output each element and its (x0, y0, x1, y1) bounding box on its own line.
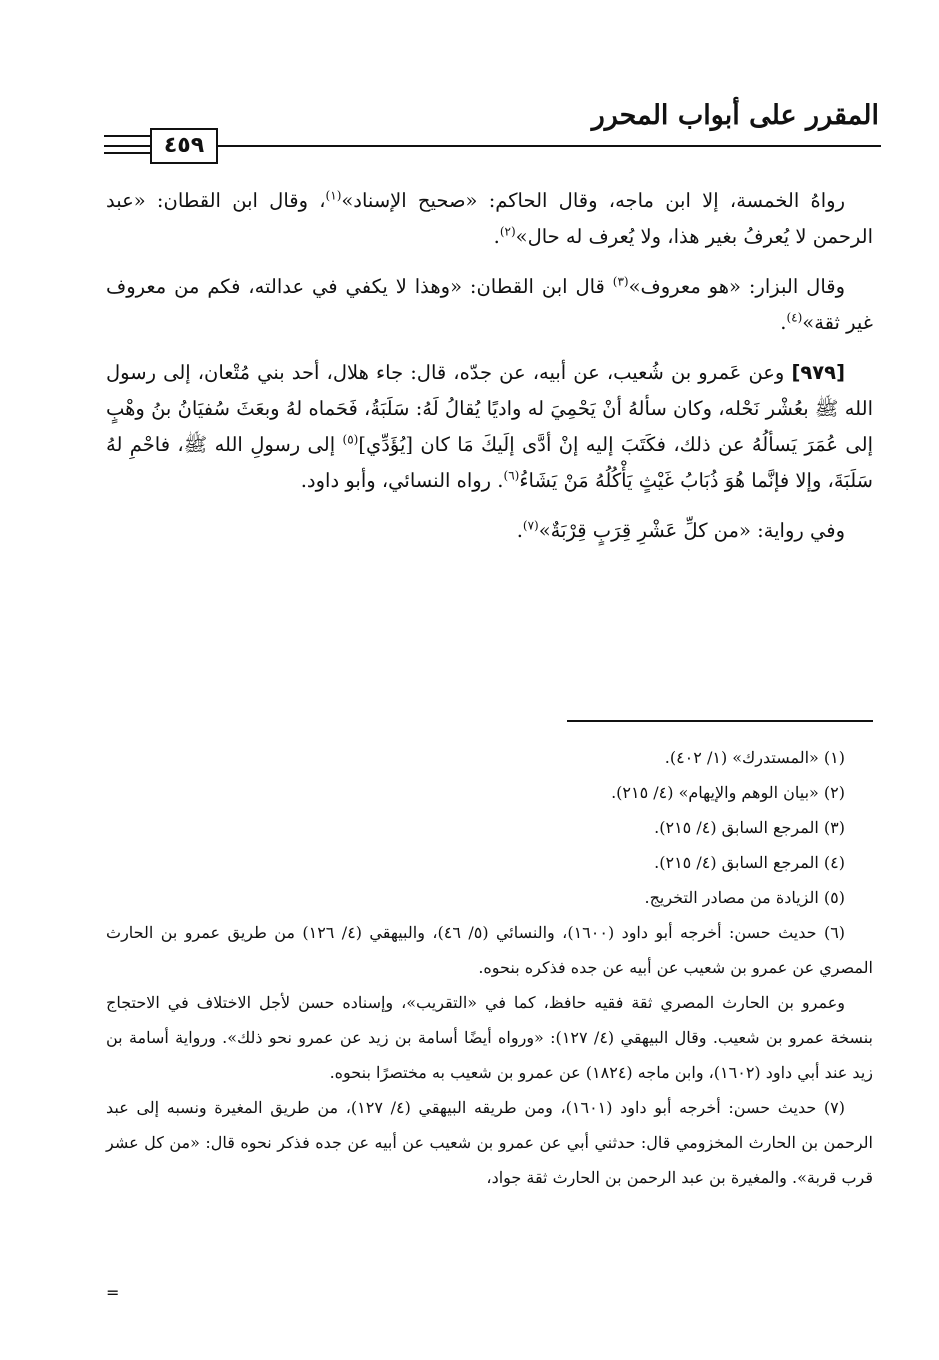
footnote-separator (567, 720, 873, 722)
text-span: . (493, 225, 500, 248)
paragraph-riwaya (106, 513, 873, 549)
footnotes (106, 740, 873, 1195)
footnote-ref-5[interactable]: (٥) (342, 432, 359, 447)
footnote-6-continued: وعمرو بن الحارث المصري ثقة فقيه حافظ، كما في «التقريب»، وإسناده حسن لأجل الاختلاف في الاحتجاج بنسخة عمرو بن شعيب. وقال البيهقي (٤/ ١٢٧): «ورواه أيضًا أسامة بن زيد عن عمرو نحو ذلك». ورواية أسامة بن زيد عند أبي داود (١٦٠٢)، وابن ماجه (١٨٢٤) عن عمرو بن شعيب به مختصرًا بنحوه. (106, 993, 874, 1082)
text-span: ، وقال ابن القطان: «عبد الرحمن لا يُعرفُ بغير هذا، ولا يُعرف له حال» (106, 189, 873, 248)
footnote-7: (٧) حديث حسن: أخرجه أبو داود (١٦٠١)، ومن طريقه البيهقي (٤/ ١٢٧)، من طريق المغيرة ونسبه إلى عبد الرحمن بن الحارث المخزومي قال: حدثني أبي عن عمرو بن شعيب عن أبيه عن جده فذكر نحوه قال: «من كل عشر قرب قربة». والمغيرة بن عبد الرحمن بن الحارث ثقة جواد، (106, 1098, 873, 1187)
footnote-1: (١) «المستدرك» (١/ ٤٠٢). (664, 748, 845, 767)
text-span: وفي رواية: «من كلِّ عَشْرِ قِرَبٍ قِرْبَةٌ» (538, 519, 845, 542)
text-span: . (780, 311, 787, 334)
header-rule (104, 145, 881, 147)
footnote-ref-1[interactable]: (١) (325, 188, 342, 203)
paragraph-hadith (106, 355, 873, 499)
page-number: ٤٥٩ (150, 128, 218, 164)
footnote-4: (٤) المرجع السابق (٤/ ٢١٥). (654, 853, 845, 872)
footnote-6: (٦) حديث حسن: أخرجه أبو داود (١٦٠٠)، والنسائي (٥/ ٤٦)، والبيهقي (٤/ ١٢٦) من طريق عمرو بن الحارث المصري عن عمرو بن شعيب عن أبيه عن جده فذكره بنحوه. (106, 923, 873, 977)
footnote-ref-7[interactable]: (٧) (522, 518, 539, 533)
text-span: إلى رسولِ الله ﷺ، فاحْمِ لهُ سَلَبَةَ، وإلا فإنَّما هُوَ ذُبَابُ غَيْثٍ يَأْكُلُهُ مَنْ يَشَاءُ (106, 433, 873, 492)
footnote-ref-4[interactable]: (٤) (786, 310, 803, 325)
header-ornament-line-top (104, 135, 150, 137)
paragraph-1 (106, 183, 873, 255)
footnote-3: (٣) المرجع السابق (٤/ ٢١٥). (654, 818, 845, 837)
footnote-ref-2[interactable]: (٢) (499, 224, 516, 239)
text-span: وعن عَمرو بن شُعيب، عن أبيه، عن جدّه، قال: جاء هلال، أحد بني مُتْعان، إلى رسول الله ﷺ بعُشْر نَحْله، وكان سألهُ أنْ يَحْمِيَ له واديًا يُقالُ لَهُ: سَلَبَةُ، فَحَماه لهُ وبعَثَ سُفيَانُ بنُ وهْبٍ إلى عُمَرَ يَسألُهُ عن ذلك، فكَتَبَ إليه إنْ أدَّى إلَيكَ مَا كان [يُؤَدِّي] (106, 361, 873, 456)
footnote-ref-6[interactable]: (٦) (503, 468, 520, 483)
footnote-5: (٥) الزيادة من مصادر التخريج. (644, 888, 845, 907)
text-span: قال ابن القطان: «وهذا لا يكفي في عدالته، فكم من معروف غير ثقة» (106, 275, 873, 334)
main-text (106, 183, 873, 563)
continuation-mark: = (106, 1283, 120, 1302)
header-ornament-line-bottom (104, 152, 150, 154)
text-span: رواهُ الخمسة، إلا ابن ماجه، وقال الحاكم: «صحيح الإسناد» (341, 189, 845, 212)
paragraph-2 (106, 269, 873, 341)
footnote-ref-3[interactable]: (٣) (612, 274, 629, 289)
text-span: وقال البزار: «هو معروف» (628, 275, 846, 298)
hadith-number: [٩٧٩] (791, 361, 845, 384)
text-span: . (516, 519, 523, 542)
text-span: . رواه النسائي، وأبو داود. (300, 469, 504, 492)
running-header-title: المقرر على أبواب المحرر (591, 100, 879, 131)
footnote-2: (٢) «بيان الوهم والإيهام» (٤/ ٢١٥). (611, 783, 845, 802)
